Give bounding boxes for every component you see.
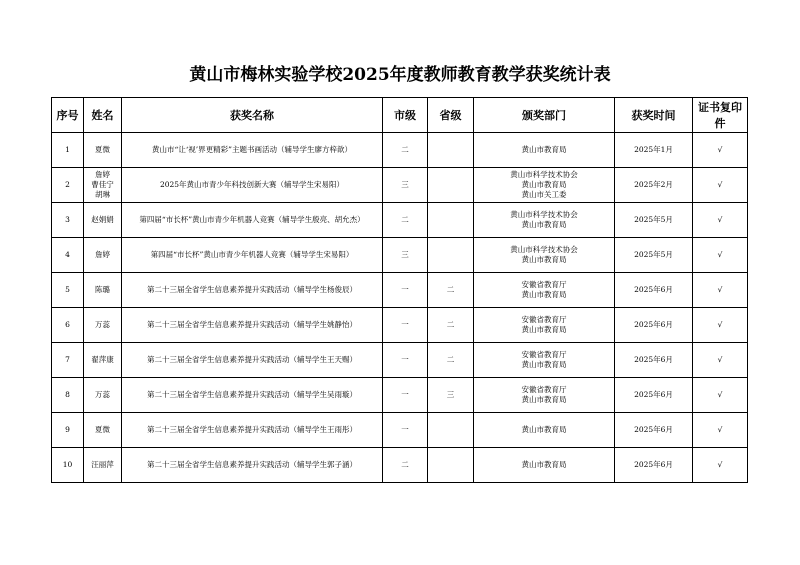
cell-seq: 2 [52, 168, 84, 203]
dept-line: 黄山市教育局 [521, 325, 567, 334]
awards-table [51, 97, 748, 483]
teacher-name: 汪丽萍 [91, 460, 114, 469]
dept-line: 黄山市教育局 [521, 425, 567, 434]
cell-province: 二 [428, 273, 474, 308]
cell-name [84, 238, 122, 273]
cell-dept [474, 238, 615, 273]
dept-line: 黄山市科学技术协会 [510, 245, 578, 254]
cell-award: 第四届“市长杯”黄山市青少年机器人竞赛（辅导学生宋易阳） [122, 238, 383, 273]
cell-cert: √ [693, 308, 748, 343]
cell-name [84, 413, 122, 448]
cell-dept [474, 308, 615, 343]
dept-line: 黄山市教育局 [521, 460, 567, 469]
cell-city: 二 [383, 133, 428, 168]
cell-city: 三 [383, 238, 428, 273]
dept-line: 安徽省教育厅 [521, 385, 567, 394]
cell-cert: √ [693, 273, 748, 308]
cell-province: 二 [428, 343, 474, 378]
dept-line: 黄山市教育局 [521, 180, 567, 189]
cell-province [428, 203, 474, 238]
cell-city: 二 [383, 203, 428, 238]
cell-award: 2025年黄山市青少年科技创新大赛（辅导学生宋易阳） [122, 168, 383, 203]
header-dept: 颁奖部门 [474, 98, 615, 133]
cell-name [84, 378, 122, 413]
header-award: 获奖名称 [122, 98, 383, 133]
table-row [52, 448, 748, 483]
cell-name [84, 343, 122, 378]
header-time: 获奖时间 [615, 98, 693, 133]
cell-province: 二 [428, 308, 474, 343]
cell-province: 三 [428, 378, 474, 413]
dept-line: 黄山市教育局 [521, 255, 567, 264]
cell-dept [474, 168, 615, 203]
dept-line: 黄山市教育局 [521, 360, 567, 369]
page-title: 黄山市梅林实验学校2025年度教师教育教学获奖统计表 [189, 65, 611, 85]
cell-dept [474, 133, 615, 168]
cell-time: 2025年2月 [615, 168, 693, 203]
teacher-name: 胡琳 [95, 190, 110, 199]
cell-seq: 9 [52, 413, 84, 448]
dept-line: 安徽省教育厅 [521, 280, 567, 289]
cell-time: 2025年6月 [615, 378, 693, 413]
cell-city: 三 [383, 168, 428, 203]
cell-city: 一 [383, 413, 428, 448]
cell-name [84, 273, 122, 308]
cell-seq: 10 [52, 448, 84, 483]
table-row [52, 308, 748, 343]
cell-time: 2025年5月 [615, 203, 693, 238]
table-row [52, 168, 748, 203]
dept-line: 黄山市教育局 [521, 395, 567, 404]
cell-dept [474, 343, 615, 378]
cell-time: 2025年6月 [615, 448, 693, 483]
cell-award: 黄山市“让‘视’界更精彩”主题书画活动（辅导学生廖方梓歆） [122, 133, 383, 168]
cell-award: 第二十三届全省学生信息素养提升实践活动（辅导学生吴雨璇） [122, 378, 383, 413]
cell-dept [474, 378, 615, 413]
table-row [52, 343, 748, 378]
dept-line: 黄山市科学技术协会 [510, 170, 578, 179]
cell-dept [474, 448, 615, 483]
teacher-name: 翟萍康 [91, 355, 114, 364]
cell-cert: √ [693, 238, 748, 273]
table-row [52, 203, 748, 238]
dept-line: 黄山市关工委 [521, 190, 567, 199]
cell-time: 2025年5月 [615, 238, 693, 273]
cell-city: 一 [383, 273, 428, 308]
teacher-name: 赵娟娟 [91, 215, 114, 224]
cell-dept [474, 413, 615, 448]
header-seq: 序号 [52, 98, 84, 133]
dept-line: 安徽省教育厅 [521, 350, 567, 359]
cell-cert: √ [693, 378, 748, 413]
cell-dept [474, 203, 615, 238]
cell-time: 2025年6月 [615, 308, 693, 343]
dept-line: 黄山市科学技术协会 [510, 210, 578, 219]
teacher-name: 曹佳宁 [91, 180, 114, 189]
cell-cert: √ [693, 413, 748, 448]
cell-award: 第二十三届全省学生信息素养提升实践活动（辅导学生王雨彤） [122, 413, 383, 448]
dept-line: 黄山市教育局 [521, 145, 567, 154]
cell-name [84, 133, 122, 168]
teacher-name: 詹婷 [95, 250, 110, 259]
teacher-name: 万蕊 [95, 320, 110, 329]
teacher-name: 詹婷 [95, 170, 110, 179]
cell-dept [474, 273, 615, 308]
cell-award: 第二十三届全省学生信息素养提升实践活动（辅导学生杨俊辰） [122, 273, 383, 308]
cell-time: 2025年6月 [615, 273, 693, 308]
cell-award: 第四届“市长杯”黄山市青少年机器人竞赛（辅导学生殷亮、胡允杰） [122, 203, 383, 238]
header-name: 姓名 [84, 98, 122, 133]
cell-name [84, 448, 122, 483]
teacher-name: 万蕊 [95, 390, 110, 399]
cell-seq: 4 [52, 238, 84, 273]
teacher-name: 陈璐 [95, 285, 110, 294]
cell-name [84, 168, 122, 203]
cell-seq: 6 [52, 308, 84, 343]
cell-province [428, 238, 474, 273]
cell-time: 2025年6月 [615, 413, 693, 448]
teacher-name: 夏微 [95, 425, 110, 434]
dept-line: 黄山市教育局 [521, 290, 567, 299]
cell-time: 2025年1月 [615, 133, 693, 168]
cell-seq: 3 [52, 203, 84, 238]
cell-seq: 5 [52, 273, 84, 308]
cell-cert: √ [693, 448, 748, 483]
cell-award: 第二十三届全省学生信息素养提升实践活动（辅导学生郭子涵） [122, 448, 383, 483]
cell-city: 二 [383, 448, 428, 483]
cell-province [428, 168, 474, 203]
table-row [52, 133, 748, 168]
table-header-row [52, 98, 748, 133]
header-city: 市级 [383, 98, 428, 133]
cell-cert: √ [693, 343, 748, 378]
cell-name [84, 308, 122, 343]
cell-city: 一 [383, 343, 428, 378]
cell-city: 一 [383, 378, 428, 413]
cell-city: 一 [383, 308, 428, 343]
dept-line: 安徽省教育厅 [521, 315, 567, 324]
cell-time: 2025年6月 [615, 343, 693, 378]
cell-seq: 7 [52, 343, 84, 378]
cell-name [84, 203, 122, 238]
table-row [52, 413, 748, 448]
header-province: 省级 [428, 98, 474, 133]
table-row [52, 378, 748, 413]
cell-province [428, 413, 474, 448]
cell-cert: √ [693, 168, 748, 203]
cell-province [428, 448, 474, 483]
table-row [52, 273, 748, 308]
cell-award: 第二十三届全省学生信息素养提升实践活动（辅导学生王天赐） [122, 343, 383, 378]
dept-line: 黄山市教育局 [521, 220, 567, 229]
cell-award: 第二十三届全省学生信息素养提升实践活动（辅导学生姚静怡） [122, 308, 383, 343]
header-cert: 证书复印件 [693, 98, 748, 133]
cell-cert: √ [693, 133, 748, 168]
cell-seq: 1 [52, 133, 84, 168]
teacher-name: 夏微 [95, 145, 110, 154]
cell-province [428, 133, 474, 168]
cell-seq: 8 [52, 378, 84, 413]
table-row [52, 238, 748, 273]
cell-cert: √ [693, 203, 748, 238]
